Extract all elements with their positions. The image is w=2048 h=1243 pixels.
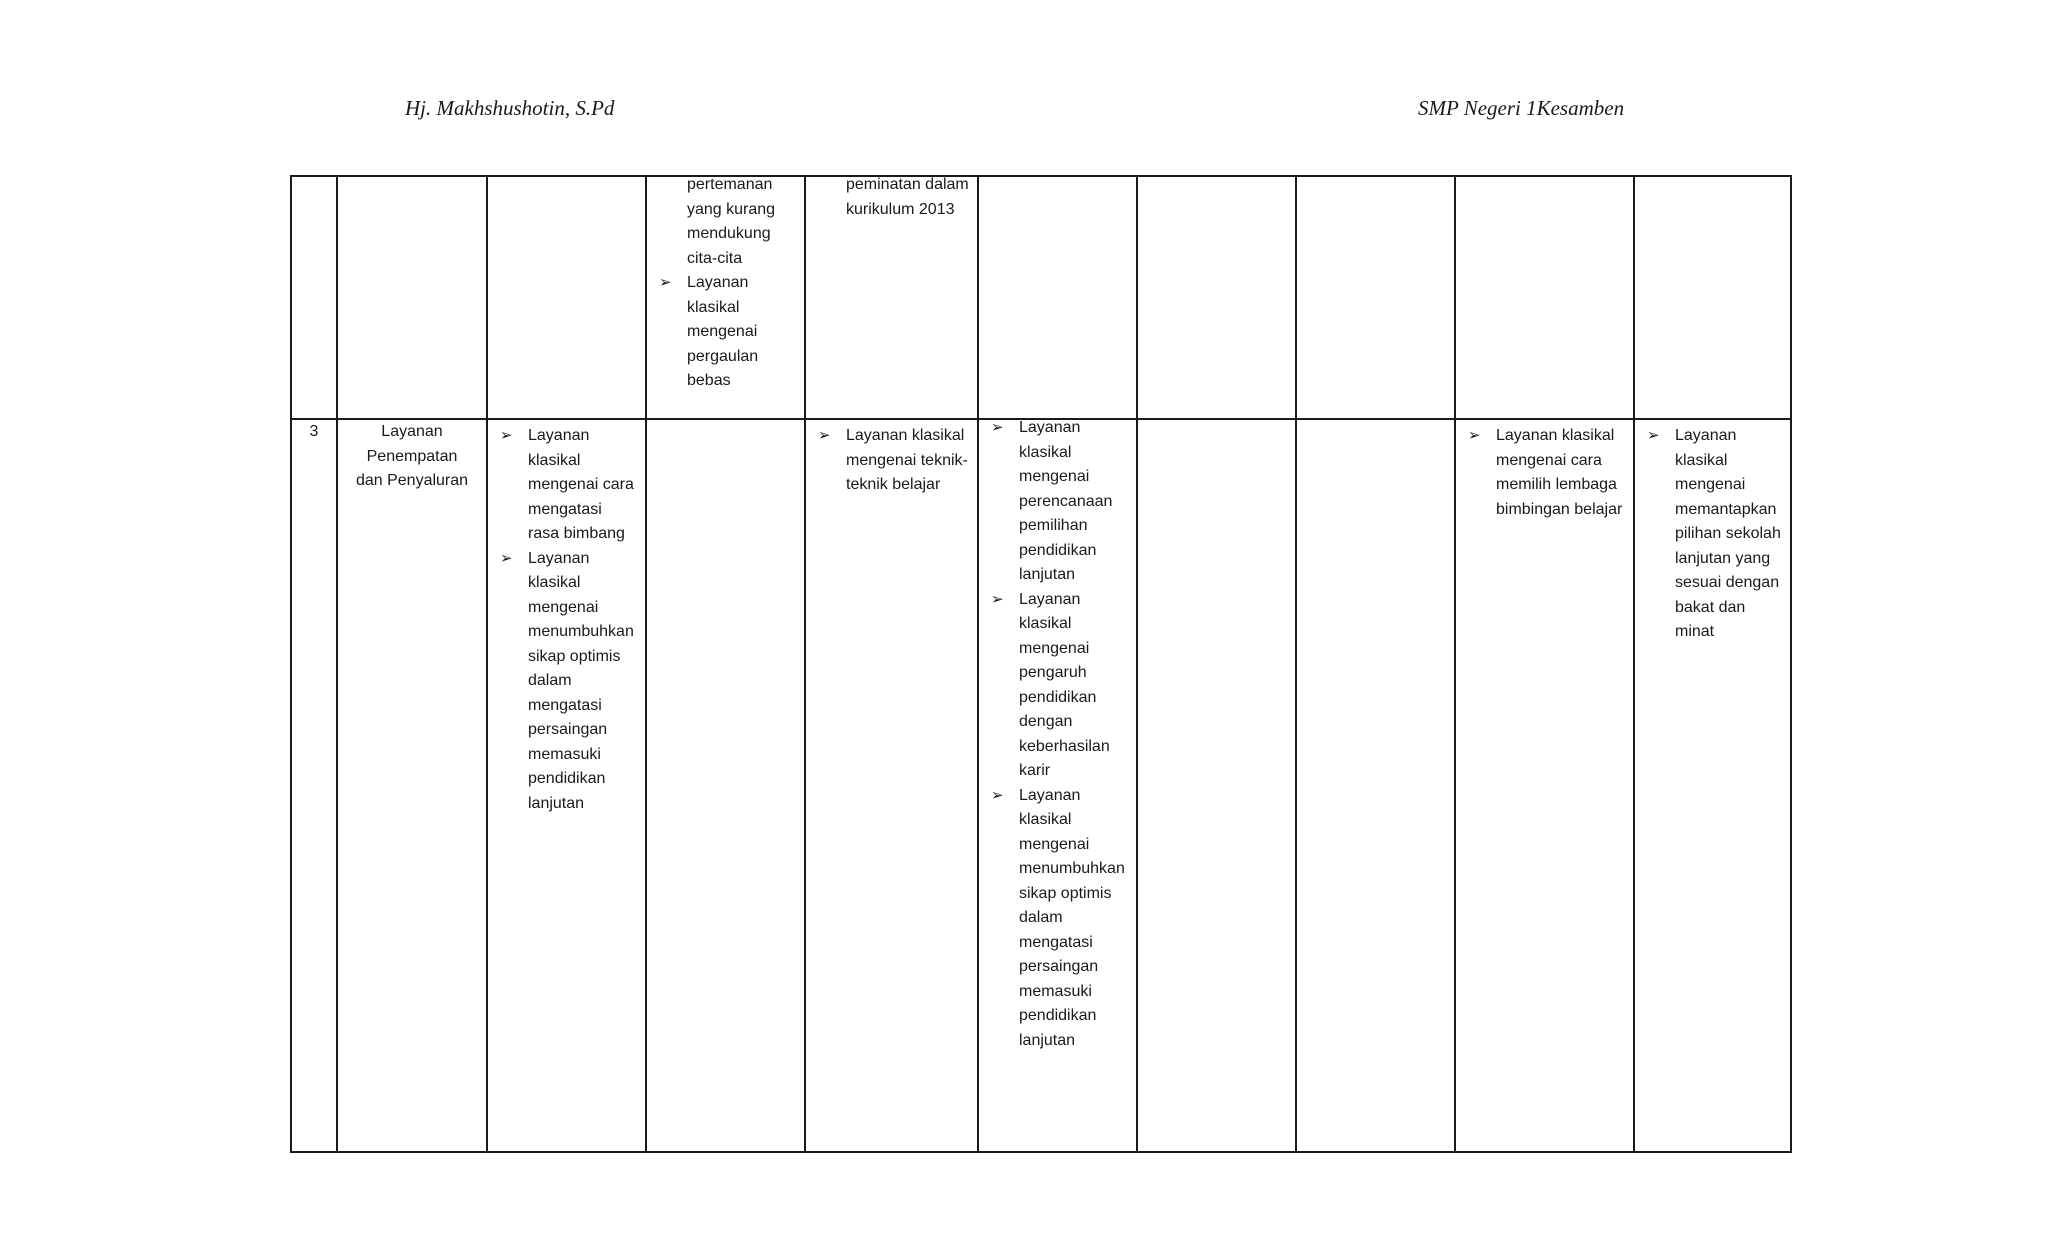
list-item (989, 416, 1128, 588)
cell-col4-empty (646, 419, 805, 1152)
bullet-line: lanjutan (1019, 1031, 1076, 1049)
bullet-line: Layanan (528, 427, 590, 444)
continuation-lines (657, 173, 796, 271)
arrow-bullet-icon: ➢ (500, 427, 513, 444)
continuation-line: kurikulum 2013 (846, 200, 955, 218)
cell-col5 (805, 419, 978, 1152)
bullet-line: mengatasi (528, 696, 602, 714)
cell-col8-empty (1296, 419, 1455, 1152)
bullet-line: persaingan (528, 721, 608, 738)
bullet-line: memilih lembaga (1496, 476, 1617, 493)
bullet-list (1645, 424, 1782, 645)
cell-col6 (978, 419, 1137, 1152)
bullet-line: Layanan (1675, 427, 1737, 444)
arrow-bullet-icon: ➢ (500, 549, 513, 567)
bullet-line: klasikal (1019, 615, 1072, 632)
bullet-line: mengatasi (528, 500, 602, 518)
bullet-line: dalam (528, 672, 572, 689)
bullet-line: bimbingan belajar (1496, 500, 1623, 518)
bullet-line: mengatasi (1019, 933, 1093, 951)
cell-col3-empty (487, 176, 646, 419)
bullet-line: Layanan klasikal (846, 427, 965, 444)
service-name-text: Layanan Penempatan dan Penyaluran (355, 423, 469, 489)
bullet-list (1466, 424, 1625, 522)
bullet-line: sesuai dengan (1675, 574, 1780, 591)
bullet-line: Layanan (687, 274, 749, 291)
cell-col4-continued (646, 176, 805, 419)
cell-col8-empty (1296, 176, 1455, 419)
list-item (989, 784, 1128, 1054)
bullet-line: memasuki (528, 745, 601, 763)
table-row-continued (291, 176, 1791, 419)
bullet-line: minat (1675, 623, 1715, 640)
row-number: 3 (291, 419, 337, 1152)
bullet-list (816, 424, 969, 498)
bullet-line: bebas (687, 372, 731, 389)
continuation-line: pertemanan (687, 176, 773, 193)
bullet-line: keberhasilan (1019, 737, 1110, 755)
bullet-line: pemilihan (1019, 517, 1088, 534)
arrow-bullet-icon: ➢ (1647, 427, 1660, 444)
bullet-list (657, 271, 796, 394)
bullet-line: klasikal (1675, 451, 1728, 469)
bullet-list (498, 424, 637, 816)
bullet-line: Layanan (1019, 419, 1081, 436)
bullet-line: klasikal (528, 451, 581, 469)
bullet-line: pilihan sekolah (1675, 525, 1781, 542)
list-item (498, 547, 637, 817)
bullet-line: pendidikan (1019, 688, 1097, 706)
continuation-line: cita-cita (687, 249, 743, 267)
list-item (498, 424, 637, 547)
bullet-line: klasikal (528, 574, 581, 591)
service-name (337, 419, 487, 1152)
bullet-line: karir (1019, 762, 1051, 779)
bullet-line: memasuki (1019, 982, 1092, 1000)
cell-col7-empty (1137, 419, 1296, 1152)
header-school: SMP Negeri 1Kesamben (1418, 96, 1625, 120)
bullet-line: mengenai teknik- (846, 451, 968, 469)
bullet-line: lanjutan (1019, 566, 1076, 583)
bullet-line: mengenai (687, 323, 758, 340)
bullet-line: dalam (1019, 909, 1063, 926)
cell-number-empty (291, 176, 337, 419)
bullet-line: klasikal (687, 298, 740, 316)
bullet-line: teknik belajar (846, 476, 941, 493)
continuation-line: peminatan dalam (846, 176, 969, 193)
bullet-line: bakat dan (1675, 598, 1746, 616)
cell-col6-empty (978, 176, 1137, 419)
bullet-line: klasikal (1019, 443, 1072, 461)
arrow-bullet-icon: ➢ (659, 274, 672, 291)
continuation-line: mendukung (687, 225, 771, 242)
cell-col9 (1455, 419, 1634, 1152)
bullet-line: klasikal (1019, 811, 1072, 828)
bullet-line: mengenai (1019, 835, 1090, 853)
bullet-line: mengenai (1675, 476, 1746, 493)
bullet-line: pergaulan (687, 347, 759, 365)
table-row-3 (291, 419, 1791, 1152)
bullet-line: mengenai cara (528, 476, 634, 493)
bullet-line: rasa bimbang (528, 525, 625, 542)
cell-col10 (1634, 419, 1791, 1152)
bullet-line: Layanan klasikal (1496, 427, 1615, 444)
cell-col3 (487, 419, 646, 1152)
arrow-bullet-icon: ➢ (991, 590, 1004, 608)
bullet-line: sikap optimis (1019, 884, 1112, 902)
arrow-bullet-icon: ➢ (818, 427, 831, 444)
bullet-line: Layanan (1019, 590, 1081, 608)
cell-service-empty (337, 176, 487, 419)
bullet-line: persaingan (1019, 958, 1099, 975)
bullet-line: lanjutan (528, 794, 585, 812)
bullet-line: menumbuhkan (528, 623, 634, 640)
bullet-line: Layanan (528, 549, 590, 567)
list-item (657, 271, 796, 394)
bullet-line: pendidikan (528, 770, 606, 787)
arrow-bullet-icon: ➢ (991, 786, 1004, 804)
bullet-line: sikap optimis (528, 647, 621, 665)
bullet-line: memantapkan (1675, 500, 1777, 518)
bullet-line: menumbuhkan (1019, 860, 1125, 877)
bullet-line: dengan (1019, 713, 1073, 730)
list-item (1466, 424, 1625, 522)
program-table (290, 175, 1792, 1153)
bullet-line: mengenai cara (1496, 451, 1602, 469)
cell-col5-continued (805, 176, 978, 419)
cell-col10-empty (1634, 176, 1791, 419)
list-item (989, 588, 1128, 784)
cell-col7-empty (1137, 176, 1296, 419)
continuation-lines (816, 173, 969, 222)
header-author: Hj. Makhshushotin, S.Pd (405, 96, 615, 120)
continuation-line: yang kurang (687, 200, 776, 218)
bullet-line: Layanan (1019, 786, 1081, 804)
bullet-line: mengenai (1019, 639, 1090, 657)
bullet-line: perencanaan (1019, 492, 1113, 510)
list-item (1645, 424, 1782, 645)
bullet-line: pengaruh (1019, 664, 1087, 681)
cell-col9-empty (1455, 176, 1634, 419)
arrow-bullet-icon: ➢ (1468, 427, 1481, 444)
bullet-line: pendidikan (1019, 541, 1097, 559)
bullet-line: pendidikan (1019, 1007, 1097, 1024)
list-item (816, 424, 969, 498)
arrow-bullet-icon: ➢ (991, 419, 1004, 436)
bullet-line: mengenai (528, 598, 599, 616)
bullet-line: lanjutan yang (1675, 549, 1771, 567)
bullet-list (989, 416, 1128, 1053)
bullet-line: mengenai (1019, 468, 1090, 485)
